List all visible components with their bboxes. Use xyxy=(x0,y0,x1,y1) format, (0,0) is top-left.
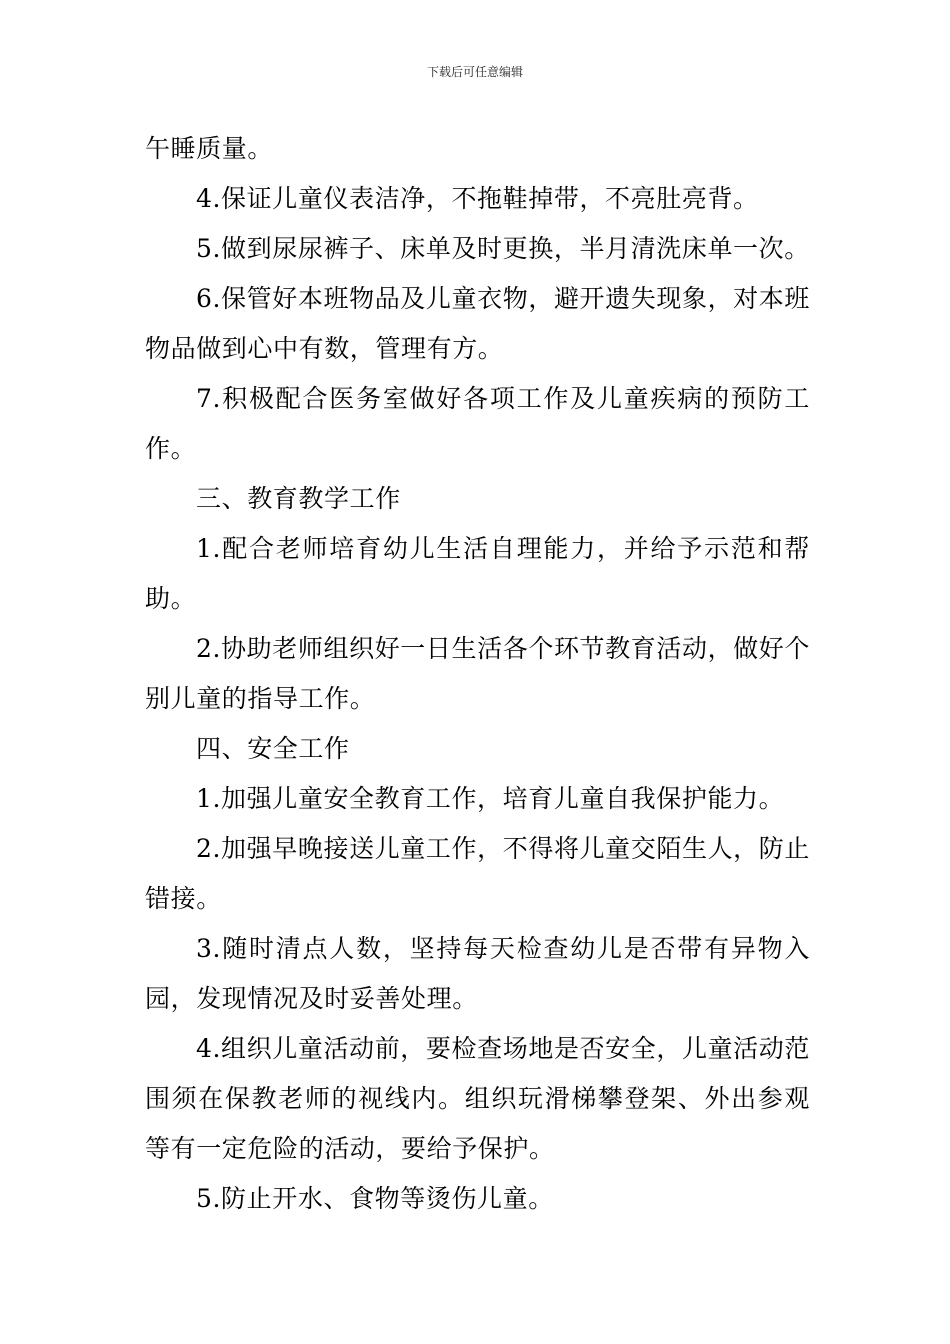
section-heading: 三、教育教学工作 xyxy=(196,484,401,513)
paragraph-item: 2.加强早晚接送儿童工作，不得将儿童交陌生人，防止错接。 xyxy=(145,834,810,913)
paragraph-item: 5.做到尿尿裤子、床单及时更换，半月清洗床单一次。 xyxy=(196,234,810,263)
paragraph-item: 1.加强儿童安全教育工作，培育儿童自我保护能力。 xyxy=(196,784,785,813)
paragraph-item: 4.组织儿童活动前，要检查场地是否安全，儿童活动范围须在保教老师的视线内。组织玩滑梯攀登架、外出参观等有一定危险的活动，要给予保护。 xyxy=(145,1034,810,1163)
paragraph-item: 7.积极配合医务室做好各项工作及儿童疾病的预防工作。 xyxy=(145,384,810,463)
paragraph-item: 3.随时清点人数，坚持每天检查幼儿是否带有异物入园，发现情况及时妥善处理。 xyxy=(145,934,810,1013)
section-heading: 四、安全工作 xyxy=(196,734,350,763)
page-header: 下载后可任意编辑 xyxy=(426,65,523,79)
paragraph-item: 1.配合老师培育幼儿生活自理能力，并给予示范和帮助。 xyxy=(145,534,810,613)
document-body xyxy=(145,124,810,1224)
paragraph-item: 2.协助老师组织好一日生活各个环节教育活动，做好个别儿童的指导工作。 xyxy=(145,634,810,713)
paragraph-item: 5.防止开水、食物等烫伤儿童。 xyxy=(196,1184,554,1213)
paragraph-item: 4.保证儿童仪表洁净，不拖鞋掉带，不亮肚亮背。 xyxy=(196,184,759,213)
paragraph-item: 6.保管好本班物品及儿童衣物，避开遗失现象，对本班物品做到心中有数，管理有方。 xyxy=(145,284,810,363)
paragraph-continuation: 午睡质量。 xyxy=(145,134,274,163)
